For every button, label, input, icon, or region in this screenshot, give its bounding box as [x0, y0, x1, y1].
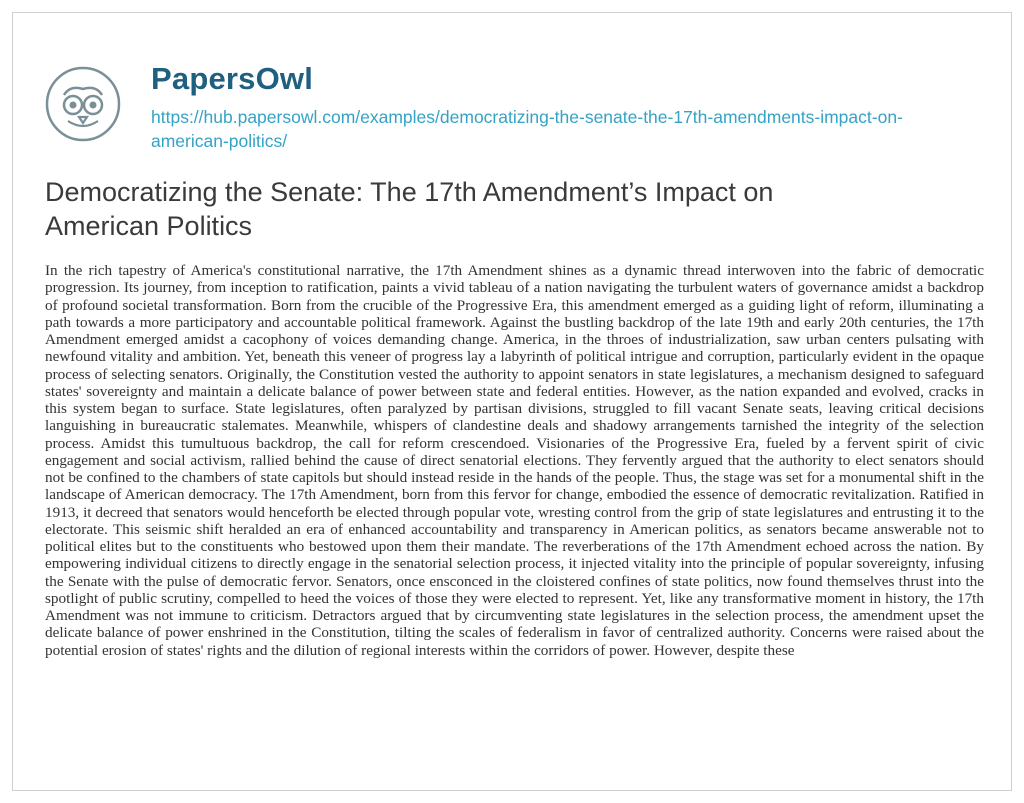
brand-name: PapersOwl: [151, 61, 314, 96]
article-title: Democratizing the Senate: The 17th Amendment’s Impact on American Politics: [45, 177, 774, 241]
document-header: [44, 55, 994, 155]
source-url-link[interactable]: https://hub.papersowl.com/examples/democratizing-the-senate-the-17th-amendments-impact-on-american-politics/: [151, 107, 903, 151]
article-body: In the rich tapestry of America's constitutional narrative, the 17th Amendment shines as a dynamic thread interwoven into the fabric of democratic progression. Its journey, from inception to ratification, paints a vivid tableau of a nation navigating the turbulent waters of governance amidst a backdrop of profound societal transformation. Born from the crucible of the Progressive Era, this amendment emerged as a guiding light of reform, illuminating a path towards a more participatory and accountable political framework. Against the bustling backdrop of the late 19th and early 20th centuries, the 17th Amendment emerged amidst a cacophony of voices demanding change. America, in the throes of industrialization, saw urban centers pulsating with newfound vitality and ambition. Yet, beneath this veneer of progress lay a labyrinth of political intrigue and corruption, particularly evident in the opaque process of selecting senators. Originally, the Constitution vested the authority to appoint senators in state legislatures, a mechanism designed to safeguard states' sovereignty and maintain a delicate balance of power between state and federal entities. However, as the nation expanded and evolved, cracks in this system began to surface. State legislatures, often paralyzed by partisan divisions, struggled to fill vacant Senate seats, leaving critical decisions languishing in bureaucratic stalemates. Meanwhile, whispers of clandestine deals and shadowy arrangements tarnished the integrity of the selection process. Amidst this tumultuous backdrop, the call for reform crescendoed. Visionaries of the Progressive Era, fueled by a fervent spirit of civic engagement and social activism, rallied behind the cause of direct senatorial elections. They fervently argued that the authority to elect senators should not be confined to the chambers of state capitols but should instead reside in the hands of the people. Thus, the stage was set for a monumental shift in the landscape of American democracy. The 17th Amendment, born from this fervor for change, embodied the essence of democratic revitalization. Ratified in 1913, it decreed that senators would henceforth be elected through popular vote, wresting control from the grip of state legislatures and entrusting it to the electorate. This seismic shift heralded an era of enhanced accountability and transparency in American politics, as senators became answerable not to political elites but to the constituents who bestowed upon them their mandate. The reverberations of the 17th Amendment echoed across the nation. By empowering individual citizens to directly engage in the senatorial selection process, it injected vitality into the principle of popular sovereignty, infusing the Senate with the pulse of democratic fervor. Senators, once ensconced in the cloistered confines of state politics, now found themselves thrust into the spotlight of public scrutiny, compelled to heed the voices of those they were elected to represent. Yet, like any transformative moment in history, the 17th Amendment was not immune to criticism. Detractors argued that by circumventing state legislatures in the selection process, the amendment upset the delicate balance of power enshrined in the Constitution, tilting the scales of federalism in favor of centralized authority. Concerns were raised about the potential erosion of states' rights and the dilution of regional interests within the corridors of power. However, despite these: [45, 262, 984, 659]
owl-logo-icon: [44, 65, 122, 143]
